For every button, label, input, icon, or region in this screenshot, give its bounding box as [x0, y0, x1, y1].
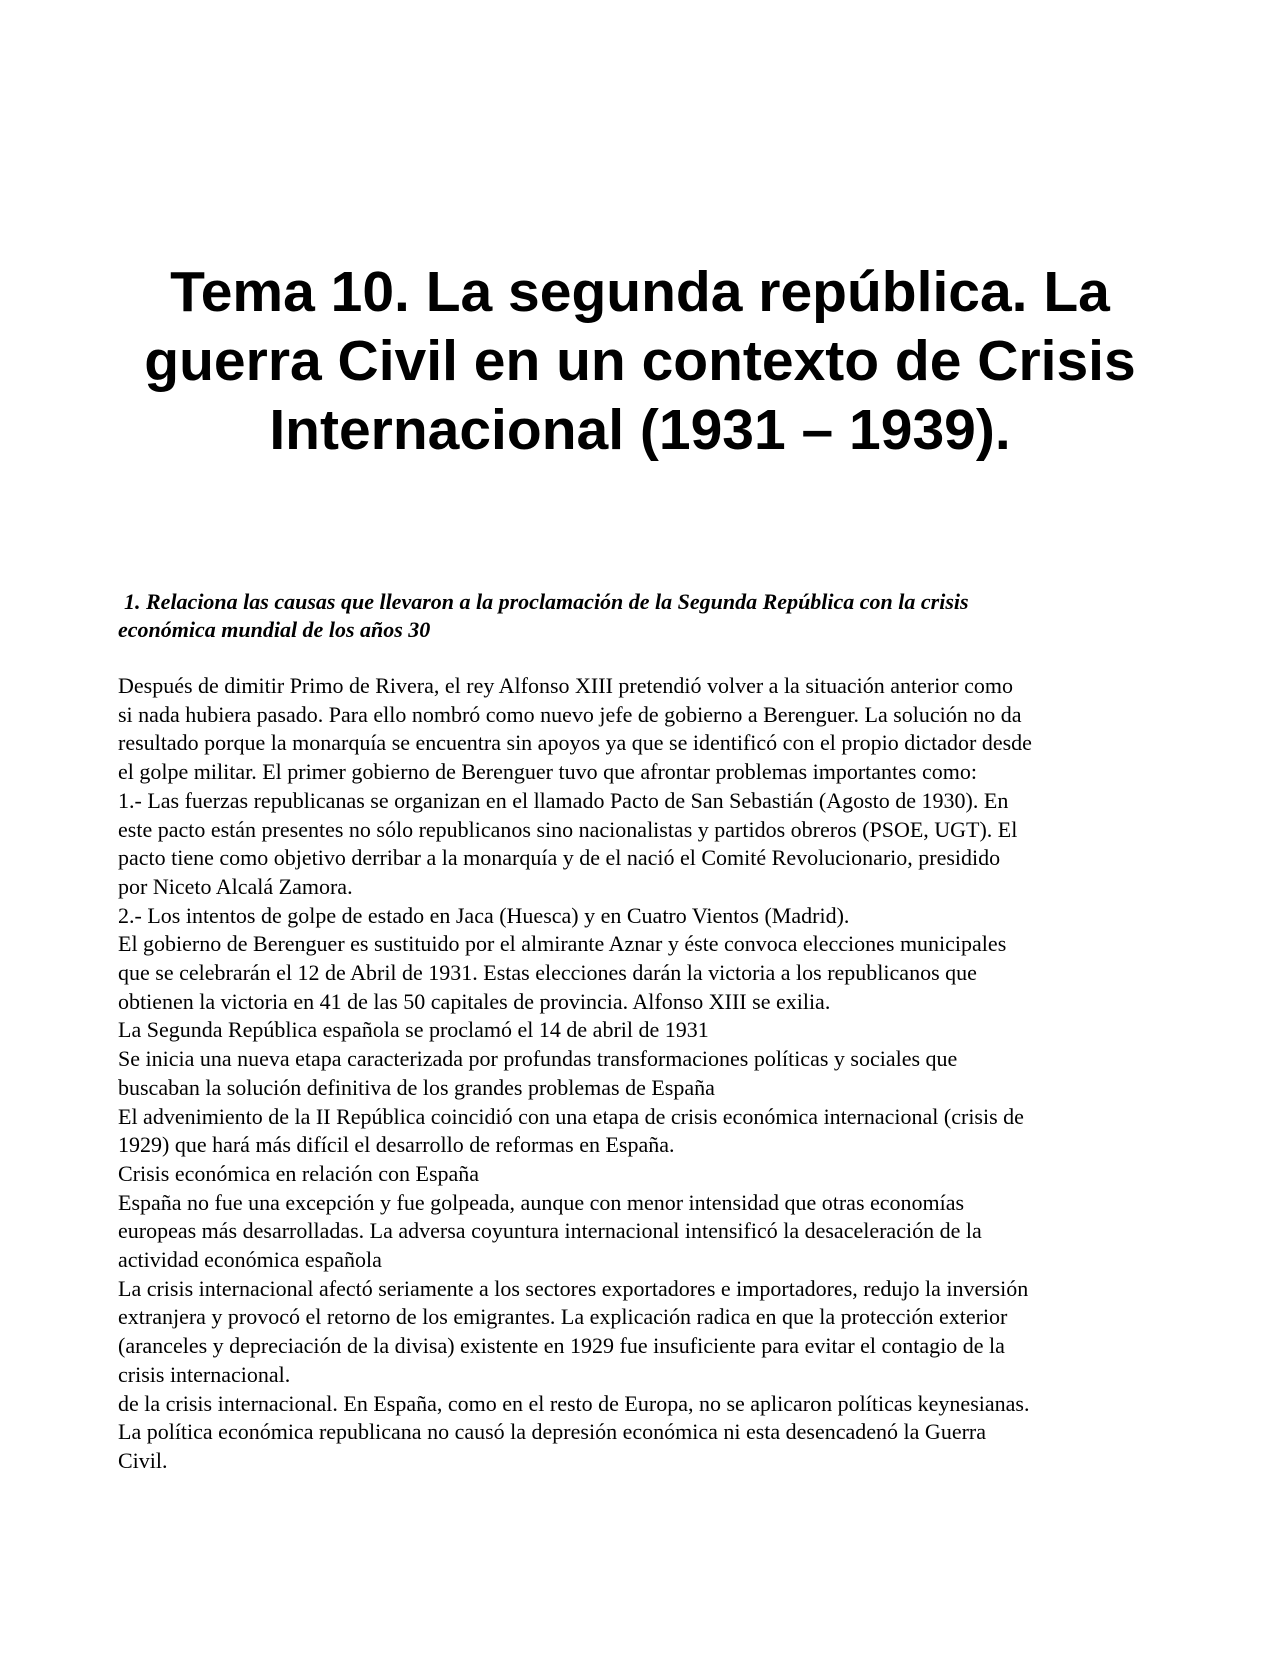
body-line: por Niceto Alcalá Zamora. — [118, 873, 353, 899]
title-line: Tema 10. La segunda república. La — [170, 260, 1110, 324]
body-line: La crisis internacional afectó seriamente a los sectores exportadores e importadores, redujo la inversión — [118, 1275, 1029, 1301]
title-line: guerra Civil en un contexto de Crisis — [144, 329, 1136, 393]
body-line: Civil. — [118, 1447, 168, 1473]
body-line: El advenimiento de la II República coincidió con una etapa de crisis económica internacional (crisis de — [118, 1103, 1024, 1129]
body-line: el golpe militar. El primer gobierno de Berenguer tuvo que afrontar problemas importantes como: — [118, 759, 977, 785]
body-line: que se celebrarán el 12 de Abril de 1931. Estas elecciones darán la victoria a los republicanos que — [118, 960, 977, 986]
body-line: extranjera y provocó el retorno de los emigrantes. La explicación radica en que la protección exterior — [118, 1304, 1008, 1330]
body-line: 1929) que hará más difícil el desarrollo de reformas en España. — [118, 1132, 675, 1158]
body-line: si nada hubiera pasado. Para ello nombró como nuevo jefe de gobierno a Berenguer. La solución no da — [118, 701, 1022, 727]
body-line: El gobierno de Berenguer es sustituido por el almirante Aznar y éste convoca elecciones municipales — [118, 931, 1007, 957]
answer-body — [118, 672, 1188, 1476]
body-line: de la crisis internacional. En España, como en el resto de Europa, no se aplicaron políticas keynesianas. — [118, 1390, 1030, 1416]
body-line: este pacto están presentes no sólo republicanos sino nacionalistas y partidos obreros (PSOE, UGT). El — [118, 816, 1018, 842]
body-line: La política económica republicana no causó la depresión económica ni esta desencadenó la Guerra — [118, 1419, 987, 1445]
question-heading — [118, 588, 1178, 644]
body-line: 2.- Los intentos de golpe de estado en Jaca (Huesca) y en Cuatro Vientos (Madrid). — [118, 902, 850, 928]
body-line: Se inicia una nueva etapa caracterizada por profundas transformaciones políticas y sociales que — [118, 1046, 958, 1072]
body-line: España no fue una excepción y fue golpeada, aunque con menor intensidad que otras economías — [118, 1189, 965, 1215]
body-line: resultado porque la monarquía se encuentra sin apoyos ya que se identificó con el propio dictador desde — [118, 730, 1032, 756]
question-line: económica mundial de los años 30 — [118, 617, 431, 642]
body-line: actividad económica española — [118, 1247, 382, 1273]
body-line: La Segunda República española se proclamó el 14 de abril de 1931 — [118, 1017, 709, 1043]
body-line: Después de dimitir Primo de Rivera, el rey Alfonso XIII pretendió volver a la situación anterior como — [118, 673, 1014, 698]
body-line: 1.- Las fuerzas republicanas se organizan en el llamado Pacto de San Sebastián (Agosto de 1930). En — [118, 787, 1009, 813]
body-line: obtienen la victoria en 41 de las 50 capitales de provincia. Alfonso XIII se exilia. — [118, 988, 831, 1014]
body-line: crisis internacional. — [118, 1361, 291, 1387]
body-line: buscaban la solución definitiva de los grandes problemas de España — [118, 1074, 715, 1100]
body-line: Crisis económica en relación con España — [118, 1160, 480, 1186]
body-line: europeas más desarrolladas. La adversa coyuntura internacional intensificó la desaceleración de la — [118, 1218, 982, 1244]
document-title — [100, 258, 1180, 465]
question-line: 1. Relaciona las causas que llevaron a la proclamación de la Segunda República con la crisis — [124, 589, 969, 614]
body-line: pacto tiene como objetivo derribar a la monarquía y de el nació el Comité Revolucionario, presidido — [118, 845, 1001, 871]
title-line: Internacional (1931 – 1939). — [269, 398, 1011, 462]
body-line: (aranceles y depreciación de la divisa) existente en 1929 fue insuficiente para evitar el contagio de la — [118, 1333, 1005, 1359]
